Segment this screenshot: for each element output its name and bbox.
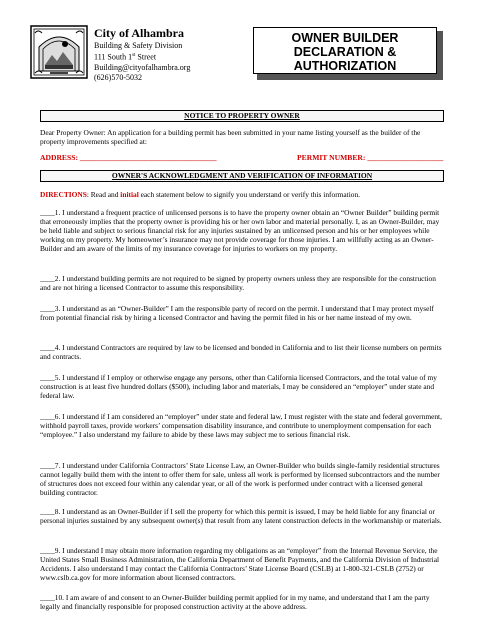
directions: DIRECTIONS: Read and initial each statement below to signify you understand or verify this information. bbox=[40, 190, 361, 199]
form-title: OWNER BUILDER DECLARATION & AUTHORIZATION bbox=[253, 27, 437, 74]
statement-10[interactable]: ____10. I am aware of and consent to an Owner-Builder building permit applied for in my name, and understand that I am the party legally and financially responsible for proposed construction activity at the above address. bbox=[40, 593, 430, 611]
statement-4[interactable]: ____4. I understand Contractors are required by law to be licensed and bonded in California and to list their license numbers on permits and contracts. bbox=[40, 343, 442, 361]
statement-3[interactable]: ____3. I understand as an “Owner-Builder” I am the responsible party of record on the permit. I understand that I may protect myself from potential financial risk by hiring a licensed Contractor and having the permit filed in his or her name instead of my own. bbox=[40, 304, 434, 322]
ack-heading-bar bbox=[40, 170, 444, 182]
address-field[interactable]: ADDRESS: ____________________________________ bbox=[40, 153, 217, 162]
phone-number: (626)570-5032 bbox=[94, 72, 142, 82]
division-name: Building & Safety Division bbox=[94, 41, 183, 50]
statement-7[interactable]: ____7. I understand under California Contractors’ State License Law, an Owner-Builder who builds single-family residential structures cannot legally build them with the intent to offer them for sale, unless all work is performed by licensed subcontractors and the number of structures does not exceed four within any calendar year, or all of the work is performed under contract with a licensed general building contractor. bbox=[40, 461, 440, 497]
statement-9[interactable]: ____9. I understand I may obtain more information regarding my obligations as an “employer” from the Internal Revenue Service, the United States Small Business Administration, the California Department of Benefit Payments, and the California Division of Industrial Accidents. I also understand I may contact the California Contractors’ State License Board (CSLB) at 1-800-321-CSLB (2752) or www.cslb.ca.gov for more information about licensed contractors. bbox=[40, 546, 440, 582]
organization-info bbox=[94, 27, 190, 83]
statement-6[interactable]: ____6. I understand if I am considered an “employer” under state and federal law, I must register with the state and federal government, withhold payroll taxes, provide workers’ compensation disability insurance, and contribute to unemployment compensation for each “employee.” I also understand my failure to abide by these laws may subject me to serious financial risk. bbox=[40, 412, 442, 439]
form-title-box bbox=[253, 27, 439, 76]
org-name: City of Alhambra bbox=[94, 26, 184, 40]
statement-8[interactable]: ____8. I understand as an Owner-Builder if I sell the property for which this permit is issued, I may be held liable for any financial or personal injuries sustained by any subsequent owner(s) that result from any latent construction defects in the workmanship or materials. bbox=[40, 507, 442, 525]
statement-2[interactable]: ____2. I understand building permits are not required to be signed by property owners unless they are responsible for the construction and are not hiring a licensed Contractor to assume this responsibility. bbox=[40, 274, 436, 292]
notice-heading-bar bbox=[40, 110, 444, 122]
statement-1[interactable]: ____1. I understand a frequent practice of unlicensed persons is to have the property owner obtain an “Owner Builder” building permit that erroneously implies that the property owner is providing his or her own labor and material personally. I, as an Owner-Builder, may be held liable and subject to serious financial risk for any injuries sustained by an unlicensed person and his or her employees while working on my property. My homeowner’s insurance may not provide coverage for those injuries. I am willfully acting as an Owner-Builder and am aware of the limits of my insurance coverage for injuries to workers on my property. bbox=[40, 208, 440, 253]
city-seal-logo bbox=[30, 25, 88, 79]
notice-body: Dear Property Owner: An application for a building permit has been submitted in your name listing yourself as the builder of the property improvements specified at: bbox=[40, 128, 421, 146]
notice-heading: NOTICE TO PROPERTY OWNER bbox=[184, 111, 300, 120]
email-address: Building@cityofalhambra.org bbox=[94, 62, 191, 72]
statement-5[interactable]: ____5. I understand if I employ or otherwise engage any persons, other than California licensed Contractors, and the total value of my construction is at least five hundred dollars ($500), including labor and materials, I may be considered an “employer” under state and federal law. bbox=[40, 373, 437, 400]
street-address: 111 South 1st Street bbox=[94, 52, 157, 62]
ack-heading: OWNER'S ACKNOWLEDGMENT AND VERIFICATION OF INFORMATION bbox=[111, 171, 373, 180]
permit-number-field[interactable]: PERMIT NUMBER: ____________________ bbox=[297, 153, 444, 162]
